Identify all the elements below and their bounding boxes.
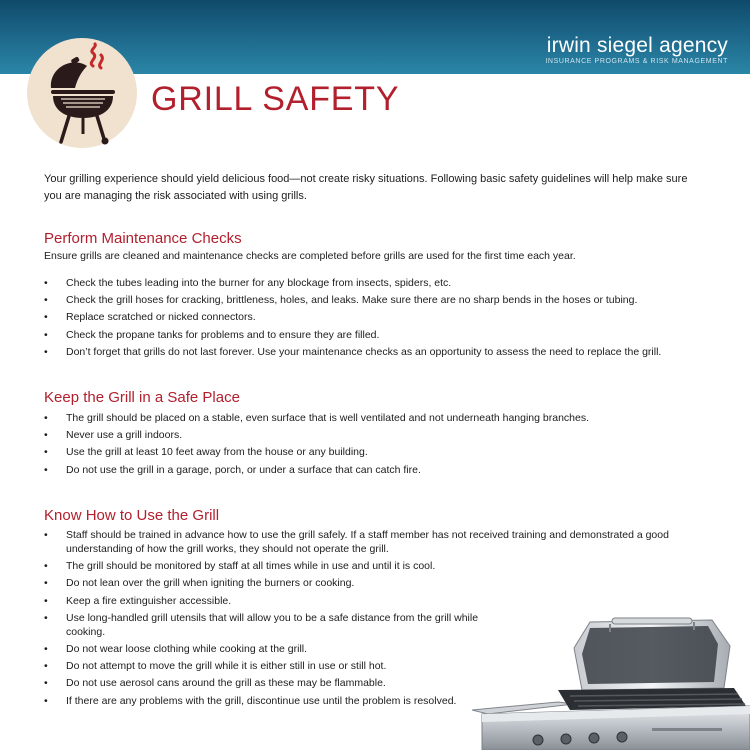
list-item: • Check the grill hoses for cracking, brittleness, holes, and leaks. Make sure there are no sharp bends in the hoses or tubing. [44,293,724,307]
section-heading-use-grill: Know How to Use the Grill [44,507,220,524]
list-item: • Use the grill at least 10 feet away from the house or any building. [44,445,724,459]
list-item: • Do not wear loose clothing while cooking at the grill. [44,642,704,656]
section-heading-maintenance: Perform Maintenance Checks [44,230,242,247]
maintenance-list [44,276,724,362]
agency-logo [545,35,728,65]
list-item: • Use long-handled grill utensils that will allow you to be a safe distance from the grill while cooking. [44,611,516,639]
list-item: • Don’t forget that grills do not last forever. Use your maintenance checks as an opportunity to assess the need to replace the grill. [44,345,724,359]
list-item: • Replace scratched or nicked connectors. [44,310,724,324]
agency-tagline: INSURANCE PROGRAMS & RISK MANAGEMENT [545,58,728,65]
list-item: • Staff should be trained in advance how to use the grill safely. If a staff member has not received training and demonstrated a good understanding of how the grill works, they should not operate the grill. [44,528,704,556]
list-item: • Check the tubes leading into the burner for any blockage from insects, spiders, etc. [44,276,724,290]
section-heading-safe-place: Keep the Grill in a Safe Place [44,389,240,406]
list-item: • Do not lean over the grill when igniting the burners or cooking. [44,576,704,590]
list-item: • Do not attempt to move the grill while it is either still in use or still hot. [44,659,704,673]
list-item: • Do not use aerosol cans around the grill as these may be flammable. [44,676,704,690]
list-item: • The grill should be placed on a stable, even surface that is well ventilated and not underneath hanging branches. [44,411,724,425]
list-item: • Do not use the grill in a garage, porch, or under a surface that can catch fire. [44,463,724,477]
grill-photo [462,610,750,750]
page-title: GRILL SAFETY [151,80,400,118]
grill-logo-circle [27,38,137,148]
list-item: • Check the propane tanks for problems and to ensure they are filled. [44,328,724,342]
safe-place-list [44,411,724,480]
agency-name: irwin siegel agency [546,34,728,57]
list-item: • Never use a grill indoors. [44,428,724,442]
section-subtitle-maintenance: Ensure grills are cleaned and maintenance checks are completed before grills are used for the first time each year. [44,250,576,262]
list-item: • Keep a fire extinguisher accessible. [44,594,704,608]
list-item: • If there are any problems with the grill, discontinue use until the problem is resolved. [44,694,466,708]
grill-icon [27,38,137,148]
intro-paragraph: Your grilling experience should yield delicious food—not create risky situations. Following basic safety guidelines will help make sure you are managing the risk associated with using grills. [44,173,688,202]
list-item: • The grill should be monitored by staff at all times while in use and until it is cool. [44,559,704,573]
